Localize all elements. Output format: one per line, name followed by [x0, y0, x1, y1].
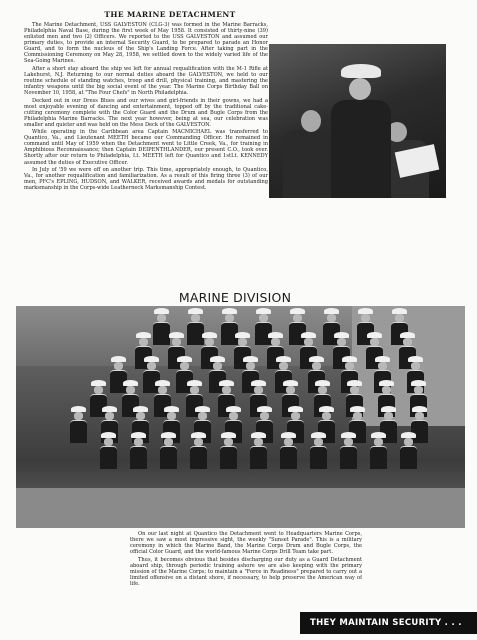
marine-figure: [341, 432, 356, 469]
marine-figure: [131, 432, 146, 469]
marine-figure: [188, 308, 203, 345]
section-title: MARINE DIVISION: [178, 290, 292, 305]
marine-figure: [191, 432, 206, 469]
footer-tagline: THEY MAINTAIN SECURITY . . .: [300, 612, 477, 634]
marine-figure: [371, 432, 386, 469]
marine-figure: [281, 432, 296, 469]
intro-paragraph: The Marine Detachment, USS GALVESTON (CLG-3) was formed in the Marine Barracks, Philadelphia Naval Base, during the first week of May 1958. It consisted of thirty-nine (39) enlisted men and two (2) Officers. We reported to the USS GALVESTON and assumed our primary duties, to provide an internal Security Guard, to be prepared to parade an Honor Guard, and to form the nucleus of the Ship's Landing Force. After taking part in the Commissioning Ceremony on May 28, 1958, we settled down to the widely varied life of the Sea-Going Marines.: [24, 22, 268, 65]
intro-paragraph: After a short stay aboard the ship we left for annual requalification with the M-1 Rifle at Lakehurst, N.J. Returning to our normal duties aboard the GALVESTON, we held to our routine schedule of standing watches, troop and drill, physical training, and mastering the infantry weapons until the big social event of the year. The Marine Corps Birthday Ball on November 10, 1958, at "The Four Chefs" in North Philadelphia.: [24, 65, 268, 97]
marine-division-group-photo: [16, 306, 465, 528]
closing-paragraph: On our last night at Quantico the Detachment went to Headquarters Marine Corps, there we saw a most impressive sight, the weekly "Sunset Parade". This is a military ceremony in which the Marine Band, the Marine Corps Drum and Bugle Corps, the official Color Guard, and the world-famous Marine Corps Drill Team take part.: [130, 531, 362, 556]
intro-paragraph: In July of '59 we were off on another trip. This time, appropriately enough, to Quantico, Va., for another requalification and familiarization. As a result of this firing three (3) of our men, PFC's EPLING, HUDSON, and WALKER, received awards and medals for outstanding marksmanship in the Corps-wide Leatherneck Marksmanship Contest.: [24, 167, 268, 192]
marine-figure: [154, 308, 169, 345]
page-heading: THE MARINE DETACHMENT: [104, 10, 236, 19]
intro-text-column: [24, 22, 268, 288]
closing-paragraph: Thus, it becomes obvious that besides discharging our duty as a Guard Detachment aboard ship, through periodic training ashore we are also keeping with the primary mission of the Marine Corps; to maintain a "Force in Readiness" prepared to carry out a limited offensive on a distant shore, if necessary, to help preserve the American way of life.: [130, 556, 362, 587]
intro-paragraph: While operating in the Caribbean area Captain MACMICHAEL was transferred to Quantico, Va., and Lieutenant MEETH became our Commanding Officer. He remained in command until May of 1959 when the Detachment went to Little Creek, Va., for training in Amphibious Reconnaissance; then Captain DEIPENTHLANDER, our present C.O., took over. Shortly after our return to Philadelphia, Lt. MEETH left for Quantico and 1stLt. KENNEDY assumed the duties of Executive Officer.: [24, 129, 268, 166]
marine-figure: [101, 432, 116, 469]
closing-text-column: [130, 531, 362, 613]
intro-paragraph: Decked out in our Dress Blues and our wives and girl-friends in their gowns, we had a most enjoyable evening of dancing and entertainment, topped off by the traditional cake-cutting ceremony complete with the Color Guard and the Drum and Bugle Corps from the Philadelphia Marine Barracks. The next year however, being at sea, our celebration was smaller and quieter and was held on the Mess Deck of the GALVESTON.: [24, 97, 268, 128]
marine-figure: [401, 432, 416, 469]
marine-figure: [71, 406, 86, 443]
marine-figure: [251, 432, 266, 469]
marine-figure: [221, 432, 236, 469]
marine-figure: [311, 432, 326, 469]
marines-group-photo-small: [269, 44, 446, 198]
marine-figure: [161, 432, 176, 469]
